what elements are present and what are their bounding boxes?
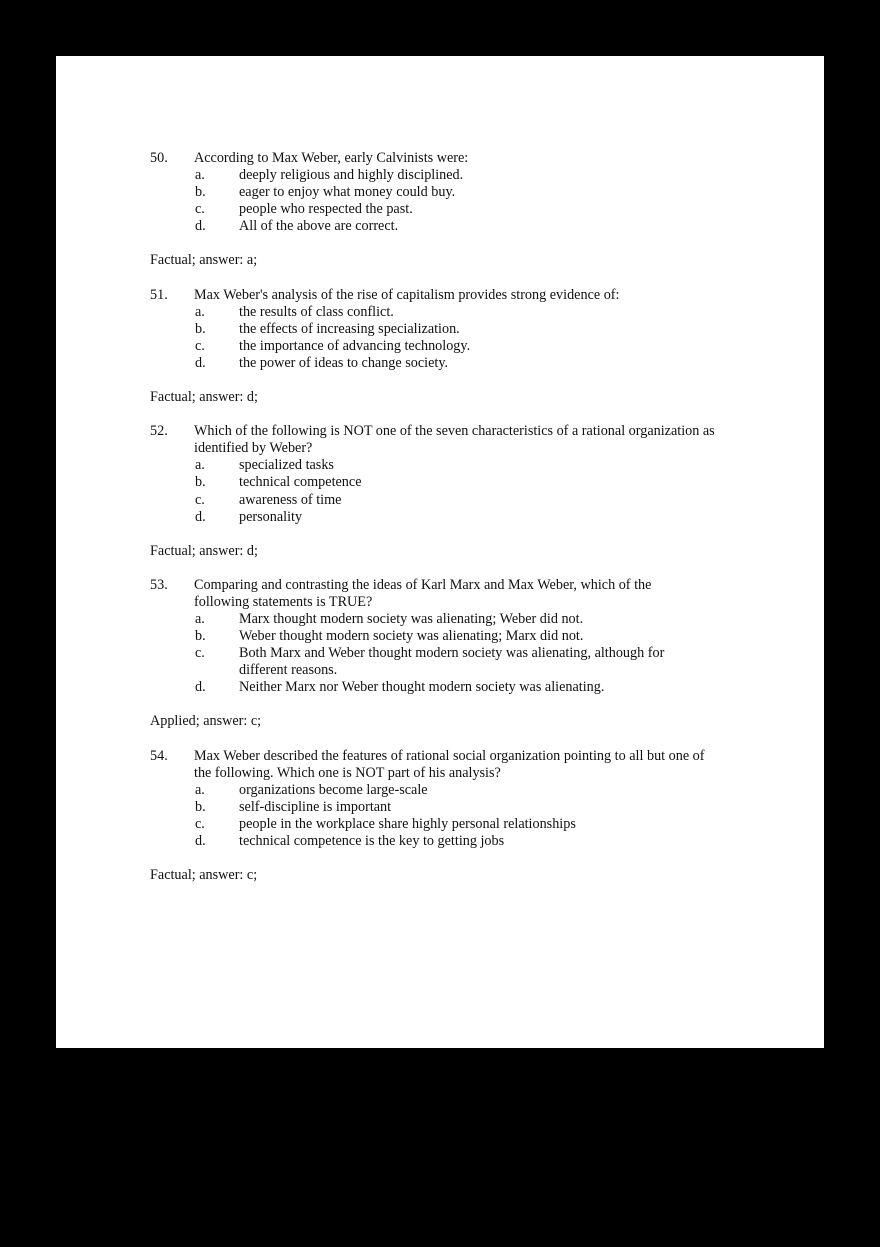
option-letter: d.: [195, 833, 206, 849]
question-51: [150, 287, 750, 407]
option-text: the results of class conflict.: [239, 303, 394, 320]
option-text: All of the above are correct.: [239, 218, 399, 235]
question-50: [150, 150, 750, 270]
option-text: the effects of increasing specialization.: [239, 320, 460, 337]
question-number: 50.: [150, 150, 168, 166]
option-text: eager to enjoy what money could buy.: [239, 184, 456, 201]
option-letter: b.: [195, 474, 206, 491]
option-c: [150, 492, 750, 509]
question-stem-row: [150, 423, 750, 457]
question-stem: Which of the following is NOT one of the seven characteristics of a rational organization as identified by Weber?: [194, 423, 715, 457]
option-a: [150, 304, 750, 321]
option-letter: c.: [195, 815, 205, 832]
option-text: Neither Marx nor Weber thought modern society was alienating.: [239, 679, 605, 696]
option-text: people who respected the past.: [239, 201, 413, 218]
answer-key: Factual; answer: c;: [150, 867, 258, 884]
option-letter: b.: [195, 628, 206, 645]
question-stem-row: [150, 150, 750, 167]
question-stem: According to Max Weber, early Calvinists were:: [194, 150, 469, 166]
option-text: Marx thought modern society was alienating; Weber did not.: [239, 610, 584, 627]
option-letter: a.: [195, 781, 205, 798]
option-text: personality: [239, 508, 303, 525]
option-a: [150, 167, 750, 184]
option-d: [150, 509, 750, 526]
option-letter: b.: [195, 184, 206, 201]
option-text: technical competence is the key to getting jobs: [239, 833, 505, 849]
answer-key: Factual; answer: d;: [150, 389, 258, 406]
option-d: [150, 833, 750, 850]
option-text: the power of ideas to change society.: [239, 354, 449, 371]
option-d: [150, 679, 750, 696]
option-letter: a.: [195, 610, 205, 627]
option-text: Both Marx and Weber thought modern society was alienating, although for different reasons.: [239, 645, 665, 679]
question-stem: Max Weber described the features of rational social organization pointing to all but one of the following. Which one is NOT part of his analysis?: [194, 747, 705, 781]
option-c: [150, 338, 750, 355]
option-letter: c.: [195, 645, 205, 662]
option-text: deeply religious and highly disciplined.: [239, 167, 464, 184]
option-letter: a.: [195, 303, 205, 320]
question-number: 52.: [150, 423, 168, 440]
question-stem: Max Weber's analysis of the rise of capitalism provides strong evidence of:: [194, 286, 620, 303]
question-52: [150, 423, 750, 560]
question-54: [150, 748, 750, 885]
option-a: [150, 782, 750, 799]
option-c: [150, 816, 750, 833]
option-d: [150, 218, 750, 235]
question-number: 54.: [150, 747, 168, 764]
option-b: [150, 474, 750, 491]
option-text: specialized tasks: [239, 457, 334, 474]
option-letter: d.: [195, 679, 206, 696]
document-page: [56, 56, 824, 1048]
option-b: [150, 799, 750, 816]
answer-key: Factual; answer: a;: [150, 252, 258, 269]
question-53: [150, 577, 750, 731]
option-text: the importance of advancing technology.: [239, 337, 471, 354]
question-number: 51.: [150, 286, 168, 303]
question-stem: Comparing and contrasting the ideas of Karl Marx and Max Weber, which of the following statements is TRUE?: [194, 576, 652, 610]
question-number: 53.: [150, 576, 168, 593]
option-text: technical competence: [239, 474, 362, 491]
question-stem-row: [150, 287, 750, 304]
option-text: awareness of time: [239, 491, 342, 508]
option-b: [150, 184, 750, 201]
option-text: people in the workplace share highly personal relationships: [239, 815, 576, 832]
option-b: [150, 628, 750, 645]
option-letter: c.: [195, 201, 205, 218]
option-letter: b.: [195, 320, 206, 337]
option-c: [150, 645, 750, 679]
page-content: [150, 150, 750, 901]
option-letter: d.: [195, 218, 206, 235]
option-a: [150, 457, 750, 474]
option-letter: d.: [195, 508, 206, 525]
option-c: [150, 201, 750, 218]
option-text: Weber thought modern society was alienating; Marx did not.: [239, 628, 584, 645]
option-letter: a.: [195, 167, 205, 184]
question-stem-row: [150, 748, 750, 782]
option-text: self-discipline is important: [239, 798, 392, 815]
option-a: [150, 611, 750, 628]
question-stem-row: [150, 577, 750, 611]
option-d: [150, 355, 750, 372]
answer-key: Factual; answer: d;: [150, 542, 258, 559]
option-letter: d.: [195, 354, 206, 371]
option-letter: c.: [195, 491, 205, 508]
option-letter: c.: [195, 337, 205, 354]
option-b: [150, 321, 750, 338]
option-letter: b.: [195, 798, 206, 815]
option-letter: a.: [195, 457, 205, 474]
answer-key: Applied; answer: c;: [150, 713, 262, 730]
option-text: organizations become large-scale: [239, 781, 428, 798]
